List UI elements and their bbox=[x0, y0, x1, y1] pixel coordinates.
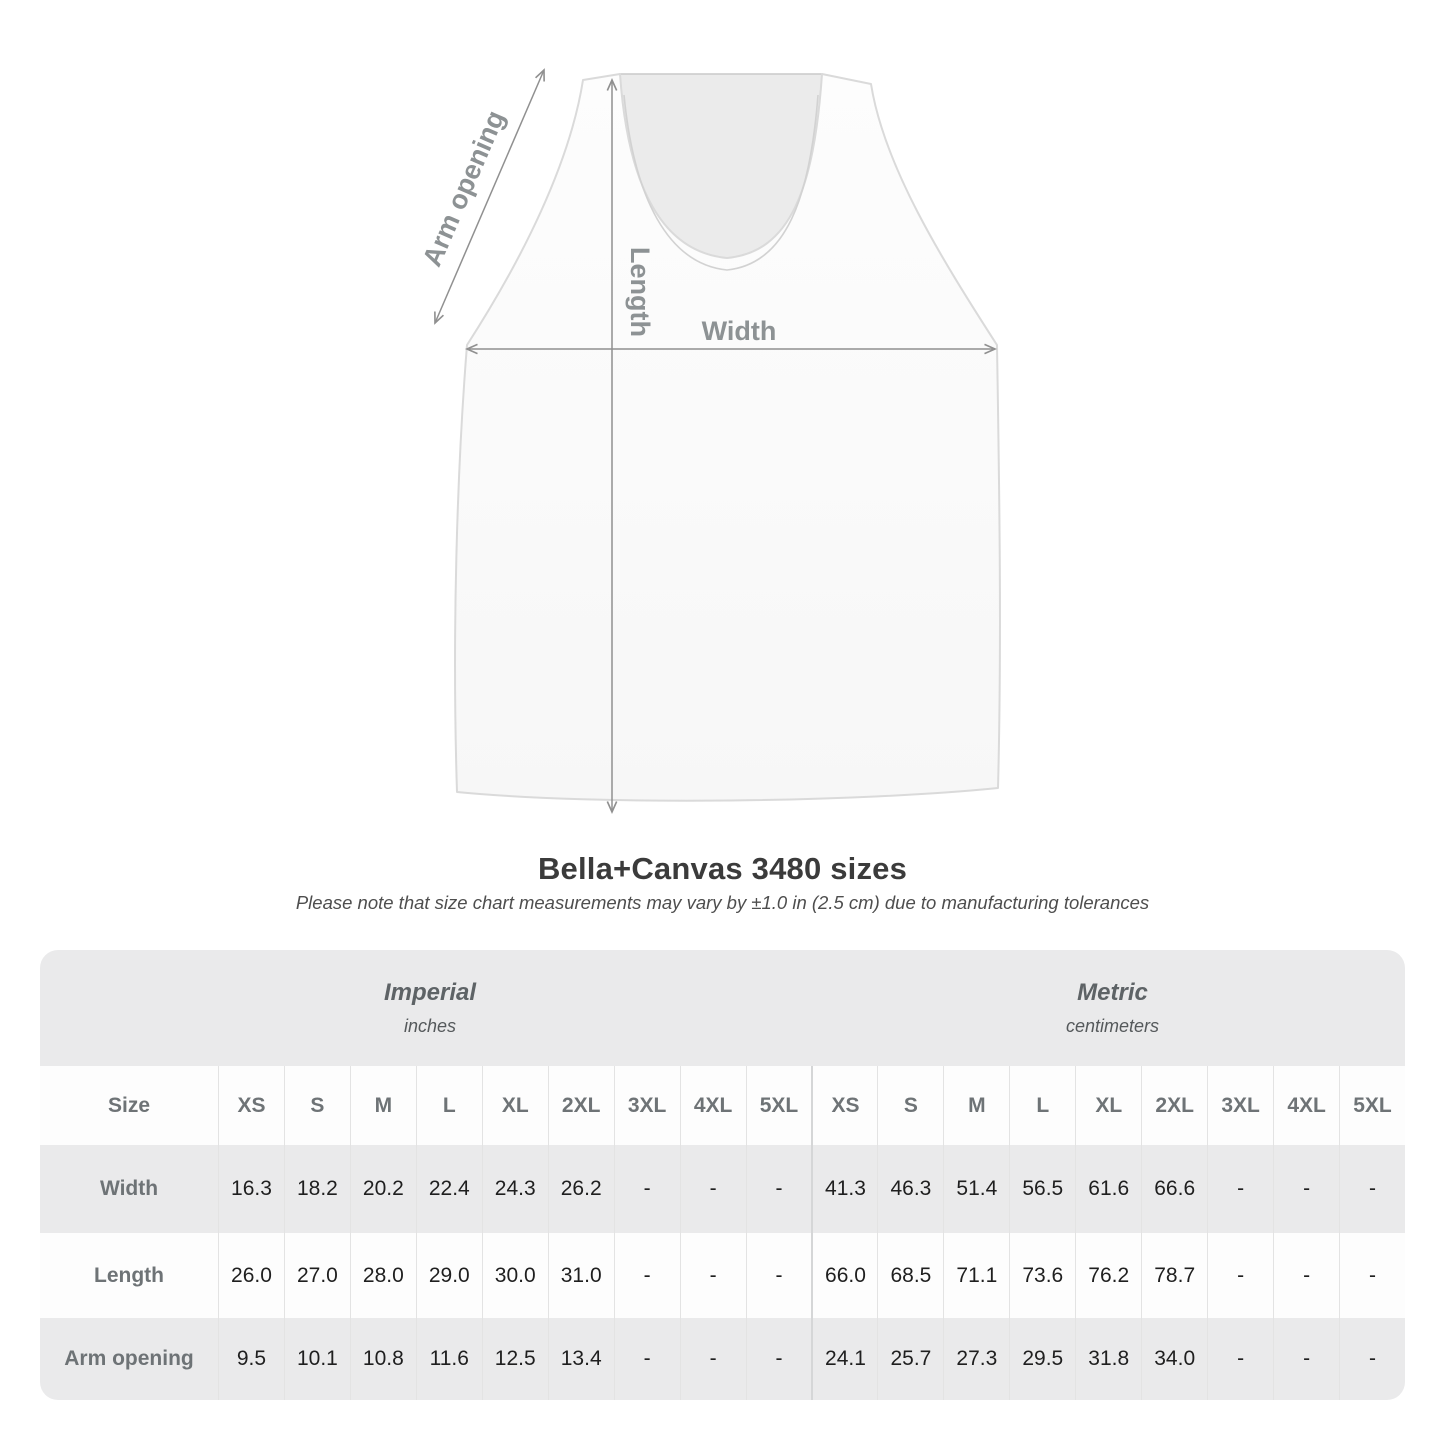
metric-value: 66.0 bbox=[811, 1233, 877, 1318]
metric-title: Metric bbox=[1077, 979, 1148, 1006]
metric-value: 29.5 bbox=[1009, 1318, 1075, 1400]
imperial-title: Imperial bbox=[383, 979, 477, 1006]
imperial-value: 27.0 bbox=[284, 1233, 350, 1318]
imperial-size-header: 3XL bbox=[614, 1066, 680, 1145]
imperial-size-header: M bbox=[350, 1066, 416, 1145]
size-corner-header: Size bbox=[107, 1093, 151, 1117]
page-title: Bella+Canvas 3480 sizes bbox=[537, 851, 908, 886]
imperial-value: - bbox=[746, 1233, 812, 1318]
metric-value: - bbox=[1273, 1145, 1339, 1233]
metric-value: 61.6 bbox=[1075, 1145, 1141, 1233]
metric-size-header: 4XL bbox=[1273, 1066, 1339, 1145]
imperial-value: - bbox=[680, 1233, 746, 1318]
imperial-value: - bbox=[746, 1145, 812, 1233]
metric-value: 27.3 bbox=[943, 1318, 1009, 1400]
imperial-value: - bbox=[614, 1318, 680, 1400]
metric-value: - bbox=[1273, 1233, 1339, 1318]
length-label: Length bbox=[625, 247, 655, 337]
imperial-value: 28.0 bbox=[350, 1233, 416, 1318]
metric-group-header bbox=[820, 950, 1405, 1066]
imperial-value: 20.2 bbox=[350, 1145, 416, 1233]
imperial-size-header: S bbox=[284, 1066, 350, 1145]
metric-value: - bbox=[1207, 1318, 1273, 1400]
metric-value: - bbox=[1339, 1145, 1405, 1233]
metric-value: 73.6 bbox=[1009, 1233, 1075, 1318]
metric-value: 76.2 bbox=[1075, 1233, 1141, 1318]
imperial-size-header: XS bbox=[218, 1066, 284, 1145]
table-row bbox=[40, 1145, 1405, 1233]
metric-value: 46.3 bbox=[877, 1145, 943, 1233]
table-row bbox=[40, 1318, 1405, 1400]
measurement-row-label: Arm opening bbox=[64, 1347, 194, 1370]
imperial-value: 22.4 bbox=[416, 1145, 482, 1233]
imperial-value: 16.3 bbox=[218, 1145, 284, 1233]
arm-opening-label: Arm opening bbox=[416, 106, 511, 271]
metric-size-header: L bbox=[1009, 1066, 1075, 1145]
metric-value: 34.0 bbox=[1141, 1318, 1207, 1400]
imperial-size-header: 4XL bbox=[680, 1066, 746, 1145]
table-row bbox=[40, 1233, 1405, 1318]
imperial-value: 13.4 bbox=[548, 1318, 614, 1400]
metric-unit: centimeters bbox=[1065, 1016, 1160, 1036]
imperial-value: 10.1 bbox=[284, 1318, 350, 1400]
imperial-size-header: 2XL bbox=[548, 1066, 614, 1145]
metric-value: 51.4 bbox=[943, 1145, 1009, 1233]
imperial-value: 9.5 bbox=[218, 1318, 284, 1400]
imperial-value: 11.6 bbox=[416, 1318, 482, 1400]
metric-value: - bbox=[1339, 1233, 1405, 1318]
metric-value: 24.1 bbox=[811, 1318, 877, 1400]
measurement-row-label: Length bbox=[94, 1263, 164, 1287]
metric-value: 25.7 bbox=[877, 1318, 943, 1400]
imperial-value: 26.2 bbox=[548, 1145, 614, 1233]
imperial-value: - bbox=[614, 1233, 680, 1318]
imperial-value: 18.2 bbox=[284, 1145, 350, 1233]
size-header-row bbox=[40, 1066, 1405, 1145]
metric-size-header: XS bbox=[811, 1066, 877, 1145]
metric-size-header: M bbox=[943, 1066, 1009, 1145]
imperial-value: 24.3 bbox=[482, 1145, 548, 1233]
metric-value: 41.3 bbox=[811, 1145, 877, 1233]
imperial-size-header: L bbox=[416, 1066, 482, 1145]
imperial-value: 29.0 bbox=[416, 1233, 482, 1318]
imperial-value: 26.0 bbox=[218, 1233, 284, 1318]
imperial-value: 30.0 bbox=[482, 1233, 548, 1318]
imperial-value: 10.8 bbox=[350, 1318, 416, 1400]
metric-size-header: 3XL bbox=[1207, 1066, 1273, 1145]
imperial-value: - bbox=[680, 1145, 746, 1233]
metric-value: 31.8 bbox=[1075, 1318, 1141, 1400]
metric-size-header: XL bbox=[1075, 1066, 1141, 1145]
width-label: Width bbox=[701, 316, 777, 346]
metric-size-header: 5XL bbox=[1339, 1066, 1405, 1145]
metric-size-header: 2XL bbox=[1141, 1066, 1207, 1145]
metric-value: - bbox=[1207, 1145, 1273, 1233]
imperial-group-header bbox=[40, 950, 820, 1066]
metric-value: - bbox=[1207, 1233, 1273, 1318]
imperial-unit: inches bbox=[403, 1016, 457, 1036]
metric-value: 78.7 bbox=[1141, 1233, 1207, 1318]
imperial-value: 12.5 bbox=[482, 1318, 548, 1400]
tank-top-diagram bbox=[410, 50, 1020, 830]
size-grid bbox=[40, 1066, 1405, 1400]
metric-size-header: S bbox=[877, 1066, 943, 1145]
metric-value: - bbox=[1273, 1318, 1339, 1400]
metric-value: 68.5 bbox=[877, 1233, 943, 1318]
imperial-size-header: 5XL bbox=[746, 1066, 812, 1145]
imperial-value: - bbox=[746, 1318, 812, 1400]
imperial-value: - bbox=[614, 1145, 680, 1233]
metric-value: 71.1 bbox=[943, 1233, 1009, 1318]
unit-header-band bbox=[40, 950, 1405, 1066]
metric-value: 56.5 bbox=[1009, 1145, 1075, 1233]
imperial-value: - bbox=[680, 1318, 746, 1400]
imperial-size-header: XL bbox=[482, 1066, 548, 1145]
measurement-row-label: Width bbox=[99, 1177, 159, 1200]
imperial-value: 31.0 bbox=[548, 1233, 614, 1318]
metric-value: 66.6 bbox=[1141, 1145, 1207, 1233]
tolerance-note: Please note that size chart measurements may vary by ±1.0 in (2.5 cm) due to manufacturing tolerances bbox=[295, 892, 1150, 913]
metric-value: - bbox=[1339, 1318, 1405, 1400]
size-table-panel bbox=[40, 950, 1405, 1400]
